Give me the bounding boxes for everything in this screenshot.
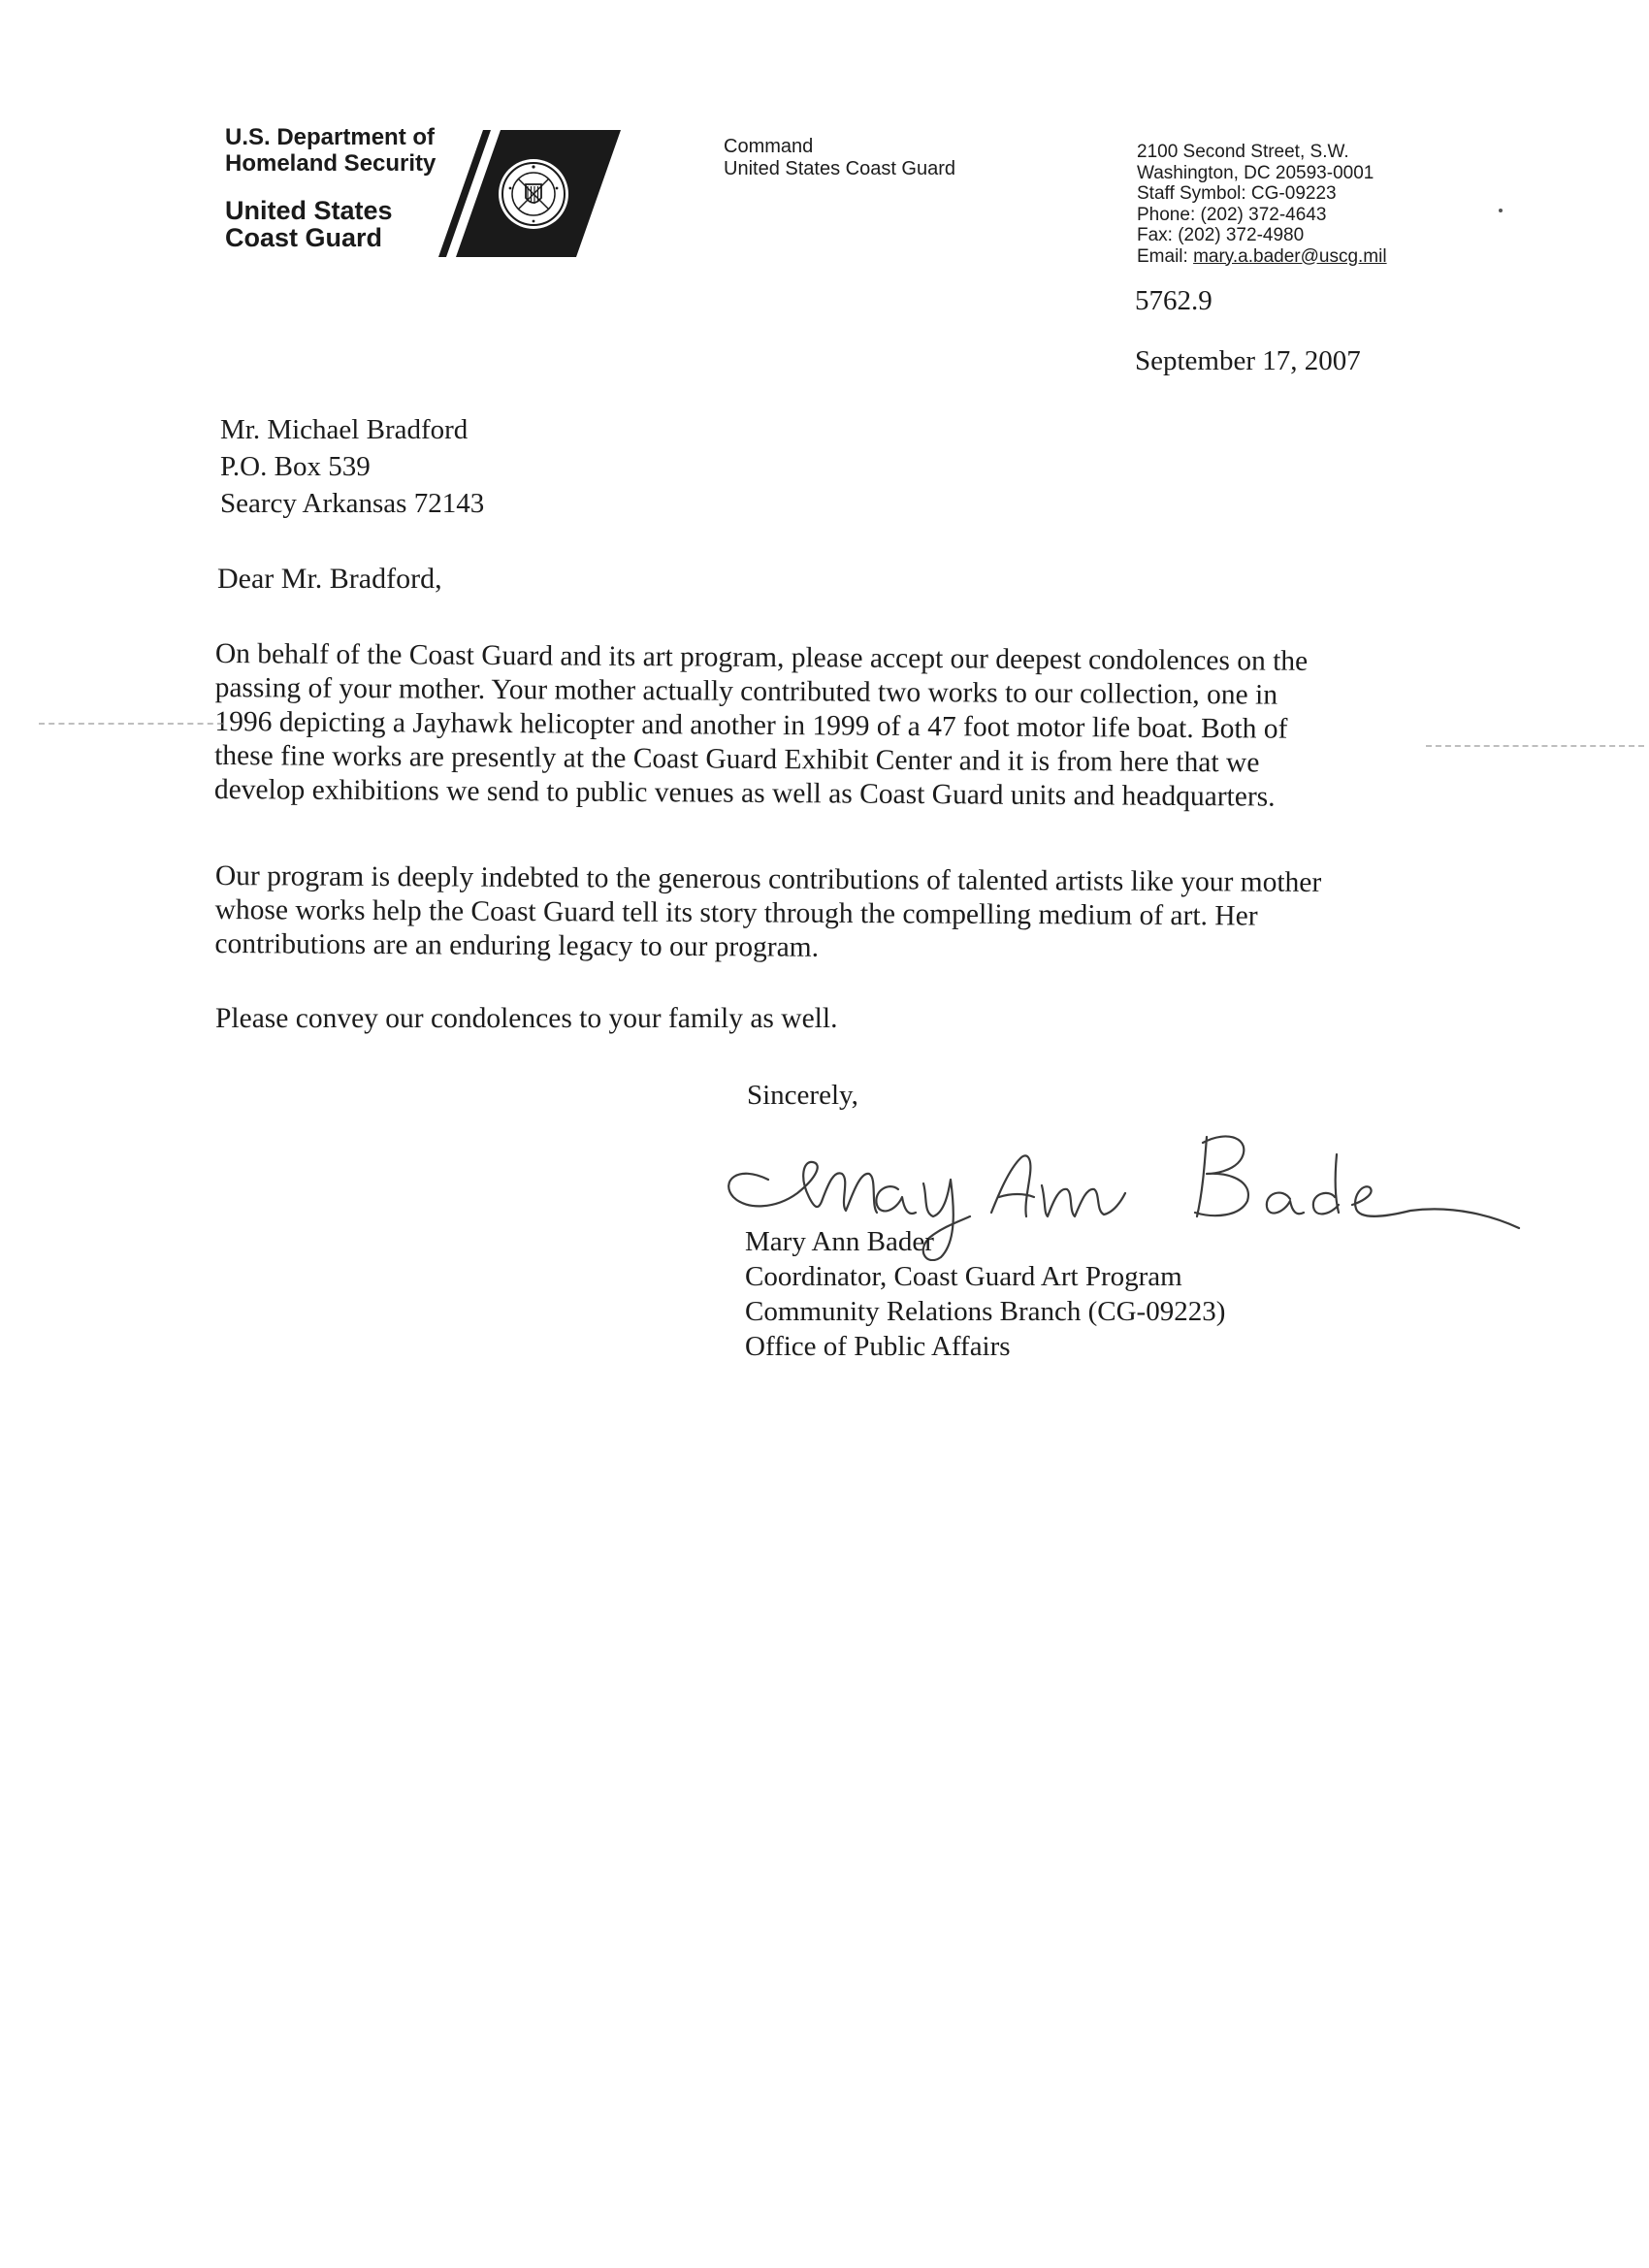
coast-guard-seal-icon <box>438 128 621 259</box>
letter-date: September 17, 2007 <box>1135 345 1361 376</box>
signer-title: Coordinator, Coast Guard Art Program <box>745 1261 1182 1292</box>
body-paragraph-3: Please convey our condolences to your family as well. <box>215 1003 838 1034</box>
command-label: Command <box>724 136 814 157</box>
recipient-address <box>220 411 484 522</box>
email-line <box>1137 246 1387 268</box>
address-block <box>1137 142 1387 267</box>
agency-name <box>225 197 436 251</box>
signer-branch: Community Relations Branch (CG-09223) <box>745 1296 1226 1327</box>
staff-symbol: Staff Symbol: CG-09223 <box>1137 183 1337 204</box>
closing: Sincerely, <box>747 1080 858 1111</box>
paragraph-line: these fine works are presently at the Coast Guard Exhibit Center and it is from here that we <box>214 739 1260 779</box>
email-link[interactable]: mary.a.bader@uscg.mil <box>1193 245 1387 267</box>
body-paragraph-2 <box>214 859 1476 969</box>
fold-line-right <box>1426 745 1644 747</box>
paragraph-line: develop exhibitions we send to public venues as well as Coast Guard units and headquarters. <box>213 773 1276 813</box>
department-line-2: Homeland Security <box>225 150 436 177</box>
signer-name: Mary Ann Bader <box>745 1226 934 1257</box>
signer-office: Office of Public Affairs <box>745 1331 1011 1362</box>
department-line-1: U.S. Department of <box>225 124 436 150</box>
paragraph-line: On behalf of the Coast Guard and its art program, please accept our deepest condolences on the <box>214 638 1309 677</box>
body-paragraph-1 <box>214 637 1476 816</box>
paragraph-line: 1996 depicting a Jayhawk helicopter and another in 1999 of a 47 foot motor life boat. Both of <box>214 705 1288 745</box>
agency-line-1: United States <box>225 196 393 225</box>
scan-speck <box>1499 209 1503 212</box>
fold-line-left <box>39 723 223 725</box>
command-unit: United States Coast Guard <box>724 158 956 179</box>
recipient-city-state-zip: Searcy Arkansas 72143 <box>220 488 485 519</box>
recipient-po-box: P.O. Box 539 <box>220 451 371 482</box>
command-block <box>724 136 955 180</box>
email-label: Email: <box>1137 245 1188 267</box>
letterhead-department <box>225 124 436 251</box>
salutation: Dear Mr. Bradford, <box>217 563 442 595</box>
paragraph-line: whose works help the Coast Guard tell its story through the compelling medium of art. Her <box>214 893 1258 932</box>
paragraph-line: Our program is deeply indebted to the generous contributions of talented artists like your mother <box>214 860 1322 898</box>
address-street: 2100 Second Street, S.W. <box>1137 142 1349 162</box>
agency-line-2: Coast Guard <box>225 223 383 252</box>
file-number: 5762.9 <box>1135 285 1212 316</box>
recipient-name: Mr. Michael Bradford <box>220 414 469 445</box>
phone-number: Phone: (202) 372-4643 <box>1137 204 1327 225</box>
fax-number: Fax: (202) 372-4980 <box>1137 225 1305 245</box>
paragraph-line: contributions are an enduring legacy to our program. <box>214 927 820 963</box>
address-city: Washington, DC 20593-0001 <box>1137 162 1374 183</box>
paragraph-line: passing of your mother. Your mother actually contributed two works to our collection, one in <box>214 671 1278 711</box>
signer-block <box>745 1224 1225 1364</box>
